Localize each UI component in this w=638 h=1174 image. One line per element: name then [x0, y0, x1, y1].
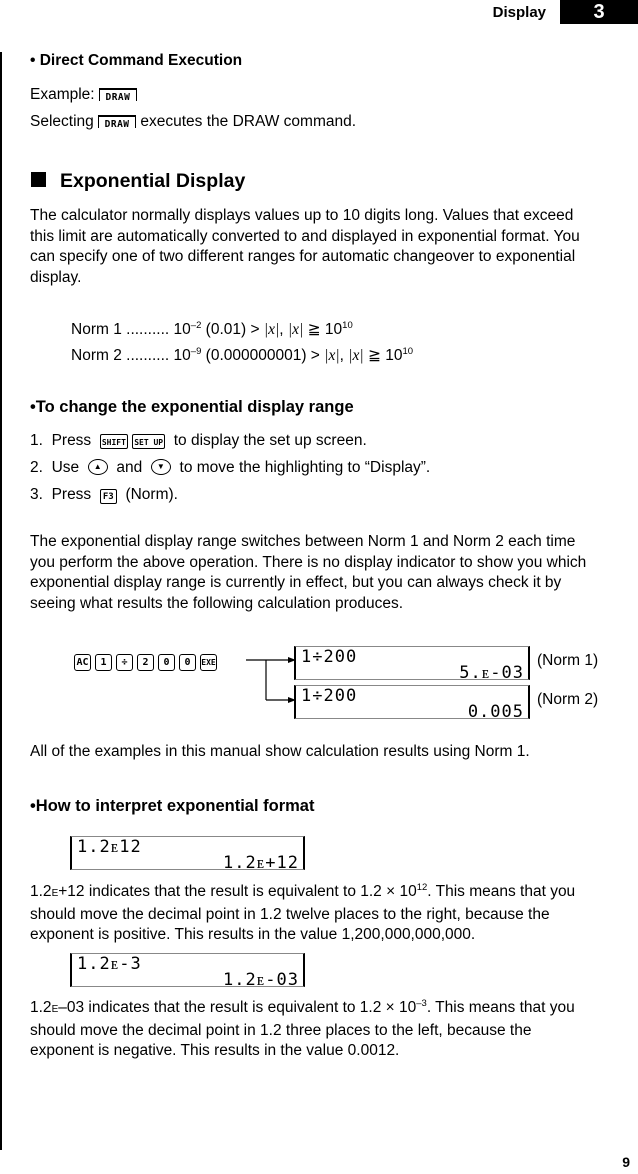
- norm2-value: (0.000000001) >: [205, 347, 320, 364]
- exponent: –9: [190, 346, 202, 357]
- text-part: +12 indicates that the result is equivalent to 1.2 × 10: [58, 883, 417, 900]
- text-part: . This means that you: [426, 999, 575, 1016]
- step-1: [30, 431, 367, 452]
- exponent: 10: [402, 346, 414, 357]
- step-text: to move the highlighting to “Display”.: [179, 459, 431, 476]
- screen-input-line: 1÷200: [301, 647, 358, 667]
- paragraph-line: [30, 994, 630, 1021]
- norm1-line: [71, 316, 353, 341]
- exponential-display-heading: Exponential Display: [60, 170, 246, 192]
- paragraph-line: exponent is positive. This results in the value 1,200,000,000,000.: [30, 926, 476, 943]
- draw-softkey-icon: DRAW: [98, 115, 136, 128]
- paragraph-line: [30, 878, 630, 905]
- exponential-paragraph: [30, 206, 630, 288]
- shift-key-icon: SHIFT: [100, 434, 128, 449]
- ge-symbol: ≧: [307, 321, 321, 338]
- paragraph-line: exponent is negative. This results in the value 0.0012.: [30, 1042, 400, 1059]
- exe-key-icon: EXE: [200, 654, 217, 671]
- f3-key-icon: F3: [100, 489, 117, 504]
- abs-x: |x|: [348, 347, 364, 364]
- calc-screen-example-b: [70, 953, 305, 990]
- calc-screen-norm1: [294, 646, 530, 683]
- dot-leader: ..........: [126, 347, 170, 364]
- paragraph-line: The calculator normally displays values up to 10 digits long. Values that exceed: [30, 207, 574, 224]
- paragraph-line: display.: [30, 268, 82, 286]
- step-2: [30, 458, 430, 479]
- calc-screen-norm2: [294, 685, 530, 722]
- paragraph-line: The exponential display range switches between Norm 1 and Norm 2 each time: [30, 533, 576, 550]
- direct-command-heading: • Direct Command Execution: [30, 52, 243, 69]
- screen-input-line: 1.2ᴇ12: [77, 837, 142, 857]
- example-label: Example:: [30, 86, 95, 103]
- interpret-heading: •How to interpret exponential format: [30, 797, 315, 815]
- norm1-value: (0.01) >: [205, 321, 260, 338]
- digit-key-icon: 2: [137, 654, 154, 671]
- norm2-line: [71, 342, 413, 367]
- paragraph-line: exponential display range is currently in effect, but you can always check it by: [30, 574, 562, 591]
- key-sequence: [74, 652, 221, 671]
- ge-symbol: ≧: [367, 347, 381, 364]
- selecting-prefix: Selecting: [30, 113, 94, 130]
- text-part: –03 indicates that the result is equivalent to 1.2 × 10: [58, 999, 417, 1016]
- selecting-line: [30, 112, 356, 133]
- section-square-icon: [31, 172, 46, 187]
- paragraph-line: should move the decimal point in 1.2 three places to the left, because the: [30, 1021, 532, 1039]
- setup-key-icon: SET UP: [132, 434, 165, 449]
- example-line: [30, 85, 137, 106]
- step-text: to display the set up screen.: [173, 432, 367, 449]
- divide-key-icon: ÷: [116, 654, 133, 671]
- paragraph-line: seeing what results the following calculation produces.: [30, 594, 404, 612]
- abs-x: |x|: [287, 321, 304, 338]
- text-part: 1.2: [30, 883, 52, 900]
- example-a-paragraph: [30, 878, 630, 946]
- norm2-caption: (Norm 2): [537, 691, 599, 708]
- screen-input-line: 1.2ᴇ-3: [77, 954, 142, 974]
- step-text: Press: [51, 486, 92, 503]
- paragraph-line: can specify one of two different ranges for automatic changeover to exponential: [30, 248, 576, 265]
- power-base: 10: [173, 347, 191, 364]
- comma: ,: [339, 347, 344, 364]
- step-number: 3.: [30, 486, 43, 503]
- paragraph-line: you perform the above operation. There is no display indicator to show you which: [30, 553, 587, 571]
- draw-softkey-icon: DRAW: [99, 88, 137, 101]
- norm1-caption: (Norm 1): [537, 652, 599, 669]
- exponent: 12: [416, 882, 428, 893]
- step-number: 2.: [30, 459, 43, 476]
- exponent: –2: [190, 320, 202, 331]
- power-base: 10: [173, 321, 191, 338]
- screen-result-line: 1.2ᴇ+12: [223, 853, 299, 873]
- section-label: Display: [492, 4, 546, 21]
- dot-leader: ..........: [126, 321, 170, 338]
- exponent: 10: [342, 320, 353, 331]
- example-b-paragraph: [30, 994, 630, 1062]
- abs-x: |x|: [324, 347, 340, 364]
- step-text: (Norm).: [125, 486, 178, 503]
- small-e: E: [51, 888, 59, 899]
- ac-key-icon: AC: [74, 654, 91, 671]
- norm1-label: Norm 1: [71, 321, 122, 338]
- paragraph-line: this limit are automatically converted to and displayed in exponential format. You: [30, 227, 580, 245]
- selecting-suffix: executes the DRAW command.: [140, 113, 357, 130]
- norm1-note: All of the examples in this manual show calculation results using Norm 1.: [30, 743, 530, 760]
- digit-key-icon: 1: [95, 654, 112, 671]
- screen-result-line: 0.005: [467, 702, 524, 722]
- change-range-heading: •To change the exponential display range: [30, 398, 354, 416]
- up-arrow-key-icon: ▲: [88, 459, 108, 475]
- power-base: 10: [385, 347, 403, 364]
- digit-key-icon: 0: [179, 654, 196, 671]
- exponent: –3: [416, 998, 427, 1009]
- norm2-label: Norm 2: [71, 347, 122, 364]
- step-3: [30, 485, 178, 506]
- left-margin-rule: [0, 52, 2, 1150]
- step-text: Use: [51, 459, 80, 476]
- paragraph-line: should move the decimal point in 1.2 twelve places to the right, because the: [30, 905, 550, 923]
- comma: ,: [279, 321, 284, 338]
- screen-input-line: 1÷200: [301, 686, 358, 706]
- branch-arrows-icon: [244, 650, 298, 710]
- range-paragraph: [30, 532, 635, 614]
- screen-result-line: 5.ᴇ-03: [459, 663, 524, 683]
- down-arrow-key-icon: ▼: [151, 459, 171, 475]
- small-e: E: [51, 1004, 59, 1015]
- step-text: and: [116, 459, 143, 476]
- power-base: 10: [324, 321, 343, 338]
- step-text: Press: [51, 432, 92, 449]
- calc-screen-example-a: [70, 836, 305, 873]
- abs-x: |x|: [263, 321, 280, 338]
- chapter-tab: 3: [560, 0, 638, 24]
- page-number: 9: [622, 1154, 630, 1170]
- text-part: 1.2: [30, 999, 52, 1016]
- step-number: 1.: [30, 432, 43, 449]
- digit-key-icon: 0: [158, 654, 175, 671]
- screen-result-line: 1.2ᴇ-03: [223, 970, 299, 990]
- text-part: . This means that you: [427, 883, 576, 900]
